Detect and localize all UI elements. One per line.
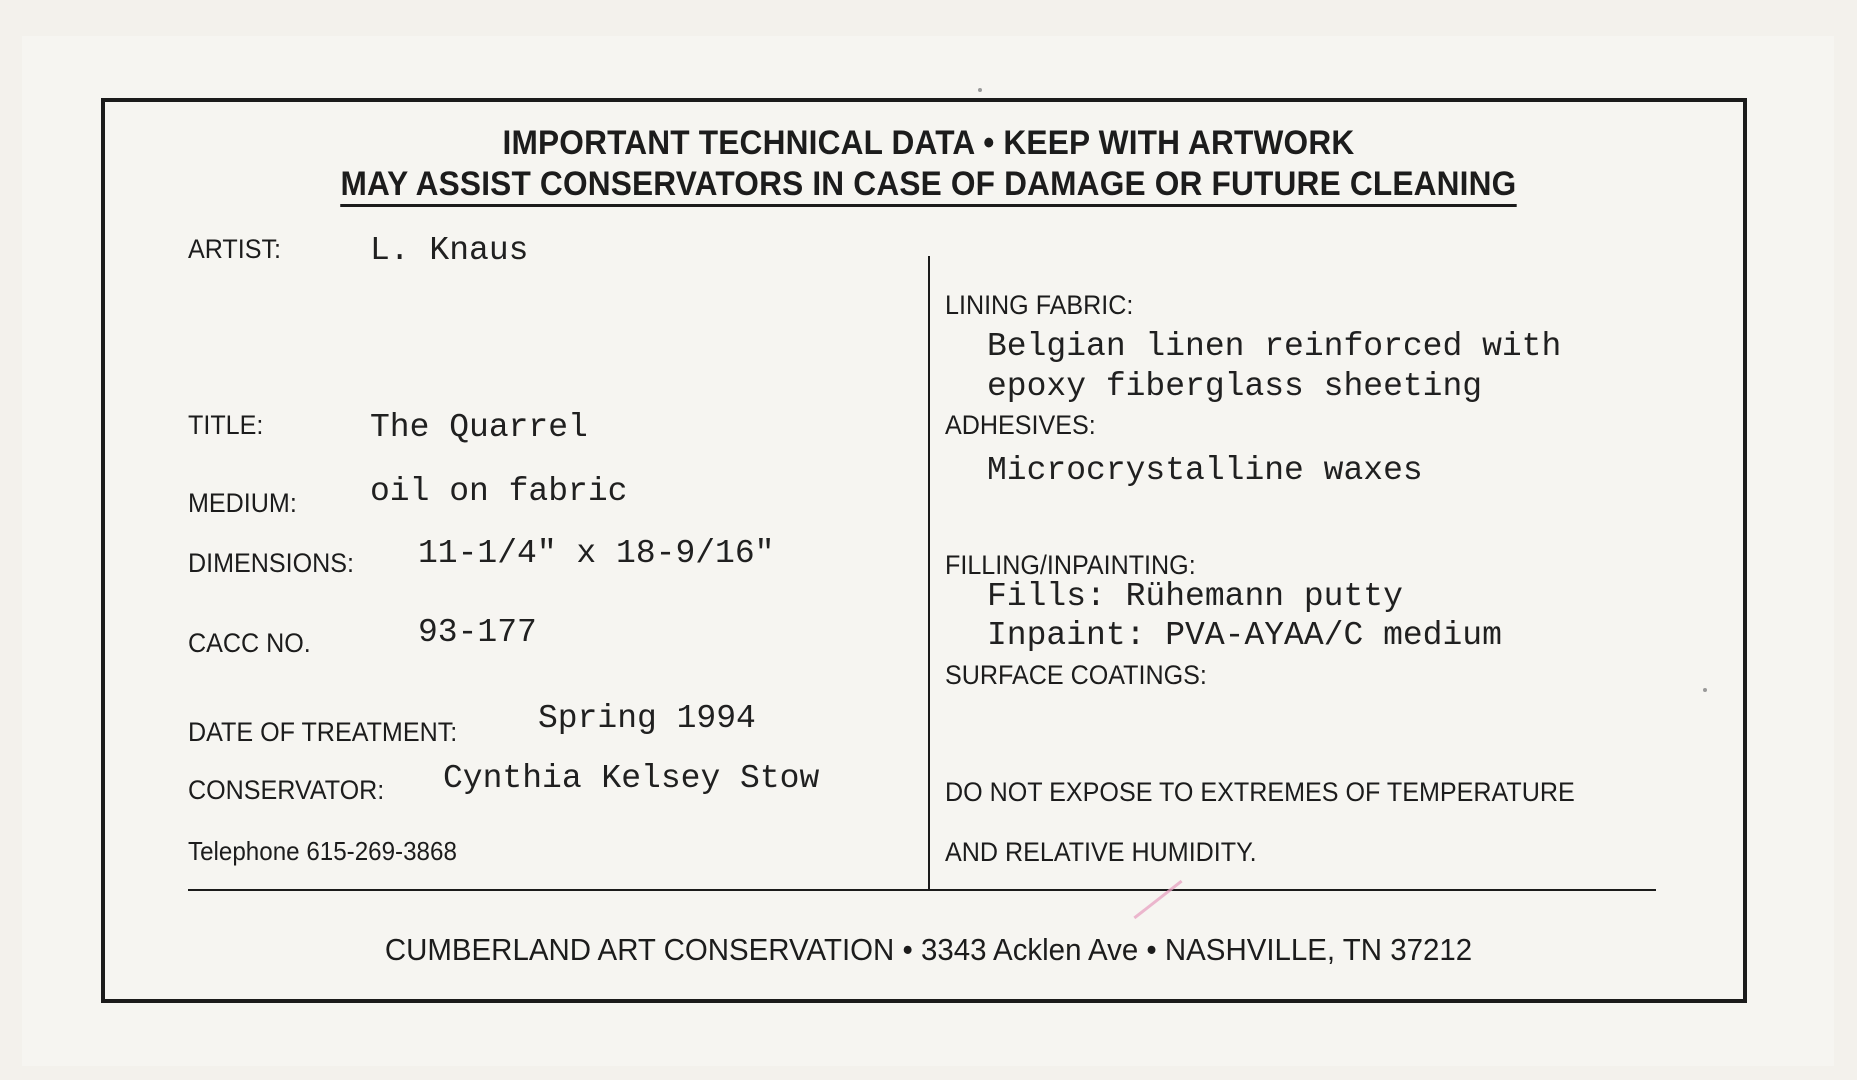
speck <box>1703 688 1707 692</box>
conservator-value: Cynthia Kelsey Stow <box>443 760 820 797</box>
header-line-2 <box>65 165 1792 204</box>
speck <box>978 88 982 92</box>
warning-line-1: DO NOT EXPOSE TO EXTREMES OF TEMPERATURE <box>945 777 1575 807</box>
medium-value: oil on fabric <box>370 473 628 510</box>
date-of-treatment-value: Spring 1994 <box>538 700 756 737</box>
lining-fabric-line-1: Belgian linen reinforced with <box>987 328 1562 365</box>
dimensions-label: DIMENSIONS: <box>188 548 355 578</box>
filling-line-2: Inpaint: PVA-AYAA/C medium <box>987 617 1502 654</box>
footer-divider <box>188 889 1656 891</box>
surface-coatings-label: SURFACE COATINGS: <box>945 660 1207 690</box>
lining-fabric-line-2: epoxy fiberglass sheeting <box>987 368 1483 405</box>
dimensions-value: 11-1/4" x 18-9/16" <box>418 535 775 572</box>
cacc-label: CACC NO. <box>188 628 311 658</box>
telephone: Telephone 615-269-3868 <box>188 836 457 866</box>
column-divider <box>928 256 930 890</box>
header-line-1: IMPORTANT TECHNICAL DATA • KEEP WITH ARTWORK <box>502 124 1355 162</box>
filling-line-1: Fills: Rühemann putty <box>987 578 1403 615</box>
adhesives-value: Microcrystalline waxes <box>987 452 1423 489</box>
adhesives-label: ADHESIVES: <box>945 410 1096 440</box>
lining-fabric-label: LINING FABRIC: <box>945 290 1134 320</box>
date-of-treatment-label: DATE OF TREATMENT: <box>188 717 458 747</box>
medium-label: MEDIUM: <box>188 488 297 518</box>
conservator-label: CONSERVATOR: <box>188 775 385 805</box>
footer-address: CUMBERLAND ART CONSERVATION • 3343 Acklen Ave • NASHVILLE, TN 37212 <box>384 932 1473 967</box>
header-line-2-text: MAY ASSIST CONSERVATORS IN CASE OF DAMAGE OR FUTURE CLEANING <box>340 165 1516 207</box>
cacc-value: 93-177 <box>418 614 537 651</box>
warning-line-2: AND RELATIVE HUMIDITY. <box>945 837 1257 867</box>
title-value: The Quarrel <box>370 409 588 446</box>
artist-label: ARTIST: <box>188 234 282 264</box>
title-label: TITLE: <box>188 410 264 440</box>
filling-inpainting-label: FILLING/INPAINTING: <box>945 550 1196 580</box>
artist-value: L. Knaus <box>370 232 529 269</box>
